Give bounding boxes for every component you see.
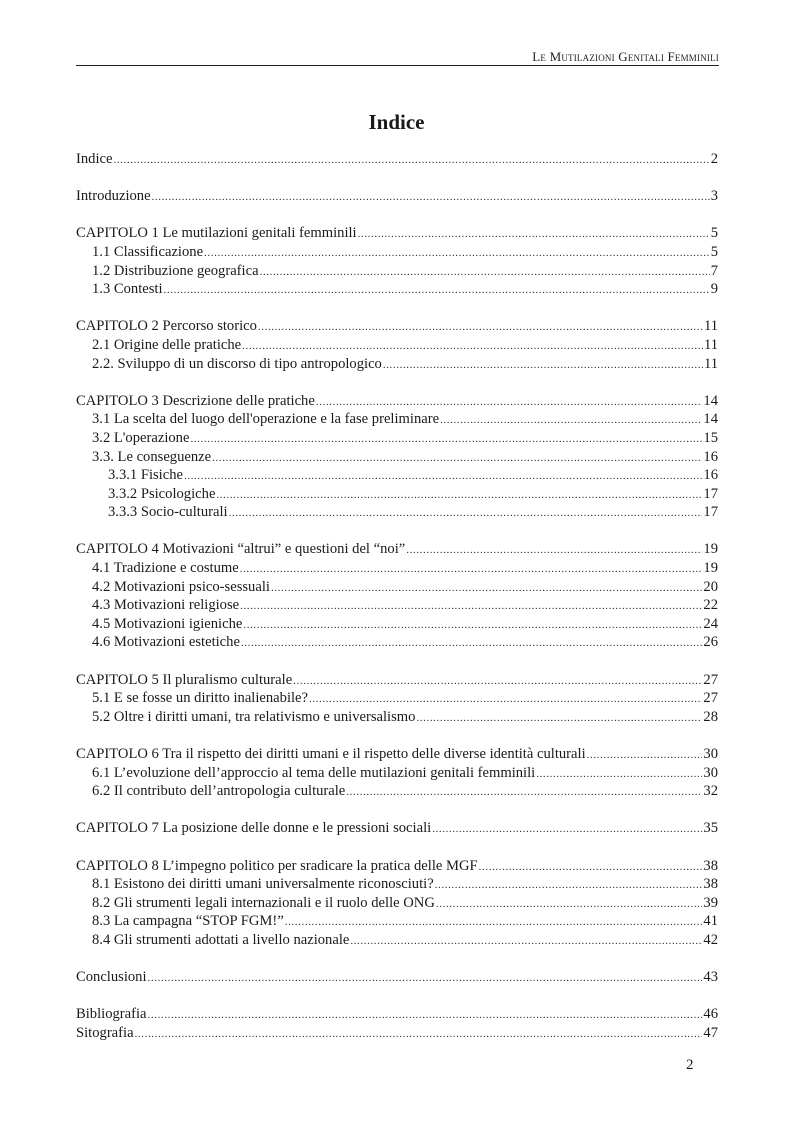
toc-dot-leader xyxy=(152,188,710,207)
toc-entry-page: 3 xyxy=(710,188,718,205)
toc-dot-leader xyxy=(113,151,709,170)
toc-entry-label: 3.1 La scelta del luogo dell'operazione e la fase preliminare xyxy=(92,411,440,428)
toc-dot-leader xyxy=(436,895,703,914)
toc-entry-label: Introduzione xyxy=(76,188,151,205)
toc-entry[interactable] xyxy=(76,1024,718,1043)
toc-entry-page: 9 xyxy=(710,281,718,298)
toc-entry-label: 3.3.1 Fisiche xyxy=(108,467,183,484)
toc-entry-page: 32 xyxy=(703,783,718,800)
toc-dot-leader xyxy=(350,932,702,951)
toc-entry[interactable] xyxy=(76,708,718,727)
toc-entry-label: 3.3.3 Socio-culturali xyxy=(108,504,228,521)
toc-entry-label: 3.2 L'operazione xyxy=(92,429,190,446)
toc-entry-page: 27 xyxy=(703,690,718,707)
toc-entry-label: 8.4 Gli strumenti adottati a livello nazionale xyxy=(92,931,350,948)
toc-entry-label: 1.3 Contesti xyxy=(92,281,163,298)
toc-entry[interactable] xyxy=(76,578,718,597)
toc-entry[interactable] xyxy=(76,1005,718,1024)
toc-entry-label: CAPITOLO 2 Percorso storico xyxy=(76,318,257,335)
toc-entry[interactable] xyxy=(76,243,718,262)
toc-entry-label: Indice xyxy=(76,151,113,167)
toc-entry-page: 11 xyxy=(703,355,718,372)
toc-entry[interactable] xyxy=(76,931,718,950)
toc-dot-leader xyxy=(383,356,703,375)
table-of-contents xyxy=(76,150,718,1043)
toc-entry-label: Sitografia xyxy=(76,1024,134,1041)
toc-entry[interactable] xyxy=(76,559,718,578)
toc-entry-page: 28 xyxy=(703,708,718,725)
toc-entry[interactable] xyxy=(76,336,718,355)
toc-dot-leader xyxy=(164,281,710,300)
toc-entry-page: 19 xyxy=(703,560,718,577)
toc-dot-leader xyxy=(440,411,702,430)
toc-entry-page: 30 xyxy=(703,764,718,781)
toc-dot-leader xyxy=(271,579,702,598)
toc-entry-label: CAPITOLO 7 La posizione delle donne e le pressioni sociali xyxy=(76,820,432,837)
toc-entry[interactable] xyxy=(76,894,718,913)
toc-dot-leader xyxy=(241,634,702,653)
toc-dot-leader xyxy=(309,690,702,709)
toc-entry-label: 8.3 La campagna “STOP FGM!” xyxy=(92,913,284,930)
toc-entry[interactable] xyxy=(76,466,718,485)
toc-dot-leader xyxy=(204,244,710,263)
toc-entry-page: 35 xyxy=(703,820,718,837)
toc-dot-leader xyxy=(229,504,703,523)
toc-entry[interactable] xyxy=(76,317,718,336)
toc-entry[interactable] xyxy=(76,224,718,243)
toc-entry-label: 5.1 E se fosse un diritto inalienabile? xyxy=(92,690,309,707)
toc-entry-page: 39 xyxy=(703,894,718,911)
toc-entry-label: CAPITOLO 1 Le mutilazioni genitali femminili xyxy=(76,225,357,242)
toc-entry-label: 4.1 Tradizione e costume xyxy=(92,560,239,577)
toc-entry-label: CAPITOLO 4 Motivazioni “altrui” e questioni del “noi” xyxy=(76,541,406,558)
toc-entry-page: 5 xyxy=(710,243,718,260)
toc-entry-page: 15 xyxy=(703,429,718,446)
toc-dot-leader xyxy=(148,969,703,988)
toc-entry-page: 14 xyxy=(703,411,718,428)
running-header-title: Le Mutilazioni Genitali Femminili xyxy=(532,49,719,64)
toc-entry-page: 30 xyxy=(703,746,718,762)
page-number: 2 xyxy=(686,1057,694,1073)
toc-entry-page: 24 xyxy=(703,615,718,632)
running-header xyxy=(76,47,719,66)
toc-dot-leader xyxy=(435,876,703,895)
toc-entry-page: 5 xyxy=(710,225,718,242)
toc-dot-leader xyxy=(148,1006,703,1025)
toc-entry-label: 1.2 Distribuzione geografica xyxy=(92,262,259,279)
toc-entry[interactable] xyxy=(76,633,718,652)
toc-entry[interactable] xyxy=(76,262,718,281)
toc-entry-page: 16 xyxy=(703,448,718,465)
toc-entry-label: CAPITOLO 3 Descrizione delle pratiche xyxy=(76,392,315,409)
toc-entry[interactable] xyxy=(76,280,718,299)
toc-dot-leader xyxy=(240,560,703,579)
toc-entry[interactable] xyxy=(76,355,718,374)
toc-entry-page: 47 xyxy=(703,1024,718,1041)
toc-dot-leader xyxy=(358,225,710,244)
toc-dot-leader xyxy=(135,1025,703,1044)
toc-entry-label: 2.2. Sviluppo di un discorso di tipo antropologico xyxy=(92,355,382,372)
toc-entry-label: CAPITOLO 8 L’impegno politico per sradicare la pratica delle MGF xyxy=(76,857,478,874)
toc-entry-label: 3.3. Le conseguenze xyxy=(92,448,212,465)
toc-entry-page: 26 xyxy=(703,634,718,651)
toc-entry-label: 4.6 Motivazioni estetiche xyxy=(92,634,240,651)
toc-dot-leader xyxy=(479,858,703,877)
toc-entry-page: 17 xyxy=(703,504,718,521)
toc-dot-leader xyxy=(260,263,710,282)
toc-entry[interactable] xyxy=(76,671,718,690)
toc-entry-page: 20 xyxy=(703,578,718,595)
toc-entry-label: 4.2 Motivazioni psico-sessuali xyxy=(92,578,270,595)
toc-dot-leader xyxy=(316,393,703,412)
toc-entry-page: 38 xyxy=(703,857,718,874)
toc-dot-leader xyxy=(432,820,702,839)
toc-entry[interactable] xyxy=(76,392,718,411)
toc-entry[interactable] xyxy=(76,410,718,429)
toc-entry-label: 8.1 Esistono dei diritti umani universalmente riconosciuti? xyxy=(92,876,434,893)
toc-entry[interactable] xyxy=(76,689,718,708)
toc-dot-leader xyxy=(346,783,702,802)
toc-entry-page: 14 xyxy=(703,392,718,409)
toc-entry-label: 2.1 Origine delle pratiche xyxy=(92,336,242,353)
toc-dot-leader xyxy=(243,616,702,635)
toc-entry[interactable] xyxy=(76,819,718,838)
toc-dot-leader xyxy=(242,337,703,356)
toc-entry[interactable] xyxy=(76,429,718,448)
toc-dot-leader xyxy=(190,430,702,449)
toc-dot-leader xyxy=(258,318,703,337)
toc-entry-page: 11 xyxy=(703,318,718,335)
toc-entry[interactable] xyxy=(76,782,718,801)
toc-entry[interactable] xyxy=(76,912,718,931)
toc-entry-label: 4.3 Motivazioni religiose xyxy=(92,597,240,614)
toc-entry-page: 42 xyxy=(703,931,718,948)
toc-entry-label: 3.3.2 Psicologiche xyxy=(108,485,216,502)
toc-entry-page: 27 xyxy=(703,671,718,688)
toc-dot-leader xyxy=(536,765,702,784)
toc-entry-label: 1.1 Classificazione xyxy=(92,243,204,260)
toc-dot-leader xyxy=(240,597,702,616)
toc-entry-page: 22 xyxy=(703,597,718,614)
toc-entry[interactable] xyxy=(76,875,718,894)
toc-dot-leader xyxy=(212,449,702,468)
toc-entry-page: 19 xyxy=(703,541,718,558)
toc-entry-label: Bibliografia xyxy=(76,1006,147,1023)
toc-entry[interactable] xyxy=(76,764,718,783)
toc-entry[interactable] xyxy=(76,596,718,615)
toc-entry[interactable] xyxy=(76,503,718,522)
toc-dot-leader xyxy=(216,486,702,505)
toc-dot-leader xyxy=(293,672,702,691)
toc-entry[interactable] xyxy=(76,485,718,504)
toc-entry-label: CAPITOLO 6 Tra il rispetto dei diritti umani e il rispetto delle diverse identità culturali xyxy=(76,746,586,762)
toc-dot-leader xyxy=(406,541,702,560)
toc-entry-page: 43 xyxy=(703,969,718,986)
toc-entry-page: 2 xyxy=(710,151,718,167)
toc-dot-leader xyxy=(587,746,703,765)
toc-entry-page: 46 xyxy=(703,1006,718,1023)
toc-entry-label: 6.1 L’evoluzione dell’approccio al tema delle mutilazioni genitali femminili xyxy=(92,764,536,781)
toc-entry-label: CAPITOLO 5 Il pluralismo culturale xyxy=(76,671,293,688)
toc-entry-page: 17 xyxy=(703,485,718,502)
toc-entry-page: 11 xyxy=(703,336,718,353)
toc-entry-page: 38 xyxy=(703,876,718,893)
toc-entry-label: 6.2 Il contributo dell’antropologia culturale xyxy=(92,783,346,800)
toc-entry-label: 4.5 Motivazioni igieniche xyxy=(92,615,243,632)
toc-entry[interactable] xyxy=(76,968,718,987)
toc-entry[interactable] xyxy=(76,857,718,876)
toc-entry[interactable] xyxy=(76,150,718,169)
toc-entry[interactable] xyxy=(76,448,718,467)
toc-entry-page: 16 xyxy=(703,467,718,484)
toc-entry-page: 41 xyxy=(703,913,718,930)
page-title: Indice xyxy=(368,110,425,134)
toc-entry-label: 5.2 Oltre i diritti umani, tra relativismo e universalismo xyxy=(92,708,416,725)
toc-entry[interactable] xyxy=(76,615,718,634)
toc-entry-label: 8.2 Gli strumenti legali internazionali e il ruolo delle ONG xyxy=(92,894,435,911)
toc-entry[interactable] xyxy=(76,745,718,764)
toc-entry-page: 7 xyxy=(710,262,718,279)
toc-dot-leader xyxy=(184,467,702,486)
toc-dot-leader xyxy=(285,913,703,932)
toc-entry[interactable] xyxy=(76,540,718,559)
toc-entry[interactable] xyxy=(76,187,718,206)
toc-dot-leader xyxy=(416,709,702,728)
toc-entry-label: Conclusioni xyxy=(76,969,147,986)
